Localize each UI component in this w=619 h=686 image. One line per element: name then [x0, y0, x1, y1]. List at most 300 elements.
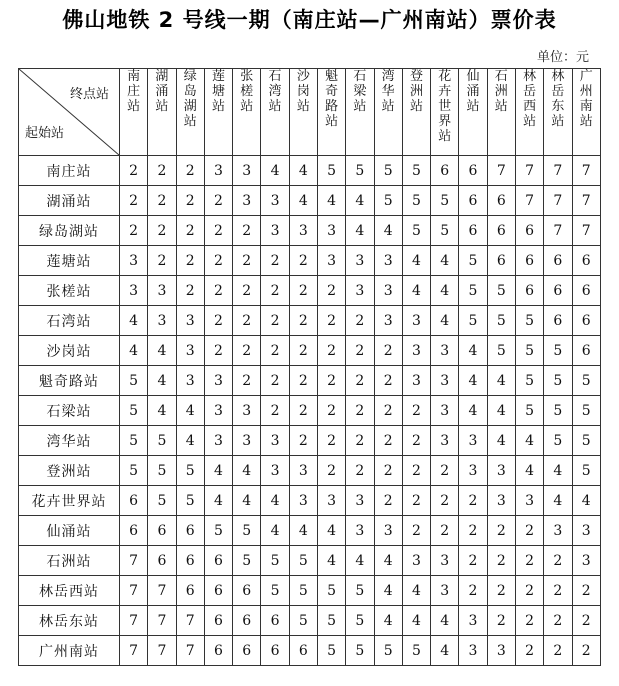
- fare-cell: 5: [176, 456, 204, 486]
- table-row: [19, 396, 601, 426]
- fare-cell: 3: [402, 366, 430, 396]
- fare-cell: 2: [233, 276, 261, 306]
- column-header-label: 石湾站: [268, 69, 282, 114]
- fare-cell: 2: [317, 306, 345, 336]
- fare-cell: 4: [148, 336, 176, 366]
- table-row: [19, 636, 601, 666]
- fare-cell: 5: [487, 336, 515, 366]
- fare-cell: 3: [204, 426, 232, 456]
- fare-cell: 6: [261, 606, 289, 636]
- origin-label: 起始站: [25, 126, 65, 141]
- fare-cell: 2: [204, 246, 232, 276]
- column-header-station: [120, 69, 148, 156]
- fare-cell: 2: [176, 276, 204, 306]
- fare-cell: 6: [572, 276, 601, 306]
- fare-cell: 5: [346, 636, 374, 666]
- fare-cell: 6: [572, 246, 601, 276]
- fare-cell: 2: [346, 396, 374, 426]
- fare-cell: 3: [487, 486, 515, 516]
- fare-cell: 5: [233, 546, 261, 576]
- fare-cell: 4: [572, 486, 601, 516]
- fare-cell: 5: [402, 186, 430, 216]
- fare-cell: 4: [515, 456, 543, 486]
- fare-cell: 3: [148, 276, 176, 306]
- fare-cell: 7: [515, 186, 543, 216]
- column-header-station: [544, 69, 572, 156]
- fare-cell: 5: [233, 516, 261, 546]
- fare-cell: 4: [317, 516, 345, 546]
- fare-cell: 2: [289, 366, 317, 396]
- fare-cell: 3: [374, 516, 402, 546]
- fare-cell: 4: [120, 336, 148, 366]
- fare-cell: 6: [233, 606, 261, 636]
- fare-cell: 5: [120, 396, 148, 426]
- fare-cell: 2: [402, 486, 430, 516]
- fare-cell: 2: [544, 546, 572, 576]
- fare-cell: 4: [431, 636, 459, 666]
- fare-cell: 4: [289, 186, 317, 216]
- fare-cell: 5: [204, 516, 232, 546]
- column-header-label: 湾华站: [381, 69, 395, 114]
- fare-cell: 5: [346, 576, 374, 606]
- fare-cell: 4: [402, 606, 430, 636]
- row-header-station: 张槎站: [19, 276, 120, 306]
- fare-cell: 2: [233, 246, 261, 276]
- fare-cell: 6: [176, 576, 204, 606]
- fare-cell: 2: [317, 366, 345, 396]
- fare-cell: 2: [374, 486, 402, 516]
- column-header-label: 石洲站: [494, 69, 508, 114]
- fare-cell: 7: [176, 636, 204, 666]
- column-header-station: [204, 69, 232, 156]
- fare-cell: 3: [148, 306, 176, 336]
- fare-cell: 3: [431, 576, 459, 606]
- fare-cell: 3: [204, 396, 232, 426]
- table-row: [19, 216, 601, 246]
- table-row: [19, 486, 601, 516]
- row-header-station: 广州南站: [19, 636, 120, 666]
- fare-cell: 2: [402, 456, 430, 486]
- fare-cell: 3: [374, 306, 402, 336]
- fare-cell: 4: [544, 456, 572, 486]
- fare-cell: 5: [515, 336, 543, 366]
- fare-cell: 6: [261, 636, 289, 666]
- table-row: [19, 306, 601, 336]
- fare-cell: 2: [572, 576, 601, 606]
- column-header-station: [261, 69, 289, 156]
- fare-cell: 5: [374, 186, 402, 216]
- fare-cell: 5: [148, 486, 176, 516]
- fare-cell: 2: [459, 576, 487, 606]
- fare-cell: 5: [572, 366, 601, 396]
- column-header-label: 魁奇路站: [325, 69, 339, 129]
- fare-cell: 5: [261, 576, 289, 606]
- fare-cell: 2: [346, 306, 374, 336]
- fare-cell: 5: [346, 606, 374, 636]
- fare-cell: 3: [572, 516, 601, 546]
- fare-cell: 2: [204, 276, 232, 306]
- fare-cell: 3: [317, 216, 345, 246]
- fare-cell: 3: [515, 486, 543, 516]
- fare-cell: 5: [317, 606, 345, 636]
- fare-cell: 2: [261, 366, 289, 396]
- column-header-label: 林岳西站: [523, 69, 537, 129]
- fare-cell: 4: [487, 366, 515, 396]
- column-header-label: 南庄站: [127, 69, 141, 114]
- fare-cell: 5: [317, 156, 345, 186]
- fare-cell: 4: [317, 546, 345, 576]
- column-header-station: [402, 69, 430, 156]
- fare-cell: 2: [431, 516, 459, 546]
- fare-cell: 5: [572, 456, 601, 486]
- column-header-station: [374, 69, 402, 156]
- destination-label: 终点站: [69, 87, 109, 102]
- fare-cell: 2: [515, 516, 543, 546]
- fare-cell: 5: [572, 426, 601, 456]
- fare-cell: 6: [459, 216, 487, 246]
- fare-cell: 7: [148, 606, 176, 636]
- fare-cell: 4: [374, 546, 402, 576]
- fare-cell: 2: [233, 216, 261, 246]
- column-header-label: 湖涌站: [155, 69, 169, 114]
- fare-cell: 3: [459, 636, 487, 666]
- row-header-station: 绿岛湖站: [19, 216, 120, 246]
- fare-cell: 6: [487, 216, 515, 246]
- fare-cell: 3: [572, 546, 601, 576]
- fare-cell: 3: [346, 276, 374, 306]
- fare-cell: 2: [233, 306, 261, 336]
- fare-cell: 2: [148, 246, 176, 276]
- row-header-station: 南庄站: [19, 156, 120, 186]
- fare-cell: 2: [374, 456, 402, 486]
- fare-cell: 4: [544, 486, 572, 516]
- fare-cell: 2: [176, 156, 204, 186]
- fare-cell: 4: [374, 576, 402, 606]
- table-row: [19, 156, 601, 186]
- column-header-station: [572, 69, 601, 156]
- fare-cell: 6: [148, 546, 176, 576]
- fare-cell: 5: [317, 636, 345, 666]
- fare-cell: 6: [459, 156, 487, 186]
- fare-cell: 6: [572, 306, 601, 336]
- fare-cell: 2: [289, 246, 317, 276]
- fare-cell: 2: [431, 486, 459, 516]
- fare-cell: 5: [374, 636, 402, 666]
- fare-cell: 7: [572, 186, 601, 216]
- fare-cell: 3: [233, 396, 261, 426]
- fare-cell: 7: [487, 156, 515, 186]
- fare-cell: 2: [289, 306, 317, 336]
- fare-cell: 6: [120, 516, 148, 546]
- fare-cell: 2: [289, 426, 317, 456]
- fare-cell: 6: [431, 156, 459, 186]
- row-header-station: 莲塘站: [19, 246, 120, 276]
- fare-cell: 5: [176, 486, 204, 516]
- fare-cell: 5: [289, 606, 317, 636]
- fare-cell: 7: [120, 636, 148, 666]
- fare-cell: 6: [487, 186, 515, 216]
- fare-cell: 2: [120, 216, 148, 246]
- fare-cell: 6: [233, 576, 261, 606]
- fare-cell: 2: [317, 276, 345, 306]
- row-header-station: 沙岗站: [19, 336, 120, 366]
- fare-cell: 2: [572, 606, 601, 636]
- fare-cell: 3: [120, 276, 148, 306]
- column-header-station: [346, 69, 374, 156]
- fare-cell: 3: [459, 606, 487, 636]
- fare-cell: 2: [176, 216, 204, 246]
- fare-cell: 3: [431, 396, 459, 426]
- fare-cell: 5: [120, 456, 148, 486]
- column-header-station: [233, 69, 261, 156]
- row-header-station: 湾华站: [19, 426, 120, 456]
- fare-cell: 3: [233, 426, 261, 456]
- fare-cell: 5: [402, 156, 430, 186]
- fare-cell: 5: [289, 546, 317, 576]
- row-header-station: 仙涌站: [19, 516, 120, 546]
- fare-cell: 2: [317, 396, 345, 426]
- fare-cell: 5: [459, 276, 487, 306]
- fare-cell: 4: [346, 216, 374, 246]
- table-row: [19, 426, 601, 456]
- fare-cell: 7: [120, 576, 148, 606]
- fare-cell: 5: [572, 396, 601, 426]
- table-row: [19, 516, 601, 546]
- fare-cell: 6: [515, 246, 543, 276]
- fare-cell: 6: [176, 516, 204, 546]
- fare-cell: 2: [487, 576, 515, 606]
- fare-cell: 2: [515, 636, 543, 666]
- fare-cell: 3: [346, 246, 374, 276]
- fare-cell: 5: [402, 216, 430, 246]
- fare-cell: 3: [176, 336, 204, 366]
- fare-cell: 3: [289, 216, 317, 246]
- fare-cell: 2: [120, 186, 148, 216]
- fare-cell: 5: [261, 546, 289, 576]
- row-header-station: 湖涌站: [19, 186, 120, 216]
- fare-cell: 3: [374, 276, 402, 306]
- fare-cell: 3: [431, 426, 459, 456]
- fare-cell: 5: [544, 336, 572, 366]
- fare-cell: 4: [374, 606, 402, 636]
- fare-cell: 7: [544, 186, 572, 216]
- column-header-station: [487, 69, 515, 156]
- fare-cell: 2: [289, 276, 317, 306]
- fare-cell: 5: [374, 156, 402, 186]
- fare-cell: 6: [515, 216, 543, 246]
- fare-cell: 5: [120, 366, 148, 396]
- fare-cell: 4: [402, 576, 430, 606]
- fare-cell: 2: [346, 426, 374, 456]
- fare-cell: 2: [459, 546, 487, 576]
- fare-cell: 2: [120, 156, 148, 186]
- fare-cell: 2: [544, 606, 572, 636]
- fare-cell: 6: [572, 336, 601, 366]
- fare-cell: 2: [515, 606, 543, 636]
- fare-cell: 4: [402, 276, 430, 306]
- fare-cell: 2: [261, 306, 289, 336]
- fare-cell: 4: [148, 366, 176, 396]
- fare-cell: 4: [431, 306, 459, 336]
- fare-cell: 5: [515, 396, 543, 426]
- fare-table: [18, 68, 601, 666]
- fare-cell: 2: [317, 456, 345, 486]
- fare-cell: 5: [544, 426, 572, 456]
- fare-cell: 2: [487, 606, 515, 636]
- fare-cell: 2: [261, 276, 289, 306]
- column-header-label: 沙岗站: [296, 69, 310, 114]
- fare-cell: 4: [204, 486, 232, 516]
- fare-cell: 6: [289, 636, 317, 666]
- fare-cell: 3: [431, 366, 459, 396]
- table-row: [19, 276, 601, 306]
- fare-cell: 2: [204, 336, 232, 366]
- fare-cell: 4: [487, 396, 515, 426]
- fare-cell: 3: [120, 246, 148, 276]
- fare-cell: 3: [346, 516, 374, 546]
- fare-cell: 7: [148, 576, 176, 606]
- fare-cell: 7: [120, 546, 148, 576]
- fare-cell: 4: [289, 156, 317, 186]
- table-row: [19, 336, 601, 366]
- fare-cell: 2: [374, 396, 402, 426]
- fare-cell: 4: [515, 426, 543, 456]
- table-row: [19, 186, 601, 216]
- column-header-station: [459, 69, 487, 156]
- fare-cell: 6: [544, 246, 572, 276]
- fare-cell: 2: [317, 426, 345, 456]
- column-header-label: 张槎站: [240, 69, 254, 114]
- column-header-station: [317, 69, 345, 156]
- fare-cell: 2: [233, 366, 261, 396]
- fare-cell: 6: [204, 576, 232, 606]
- fare-cell: 3: [289, 486, 317, 516]
- row-header-station: 石湾站: [19, 306, 120, 336]
- fare-cell: 2: [261, 246, 289, 276]
- fare-cell: 2: [176, 246, 204, 276]
- fare-cell: 4: [120, 306, 148, 336]
- fare-cell: 2: [346, 366, 374, 396]
- fare-cell: 4: [431, 246, 459, 276]
- fare-cell: 7: [572, 156, 601, 186]
- fare-cell: 7: [544, 216, 572, 246]
- fare-cell: 7: [515, 156, 543, 186]
- fare-cell: 3: [233, 186, 261, 216]
- fare-cell: 2: [346, 456, 374, 486]
- column-header-label: 广州南站: [579, 69, 593, 129]
- fare-cell: 3: [487, 456, 515, 486]
- fare-cell: 2: [176, 186, 204, 216]
- fare-cell: 5: [346, 156, 374, 186]
- fare-cell: 3: [317, 246, 345, 276]
- fare-cell: 3: [346, 486, 374, 516]
- column-header-station: [176, 69, 204, 156]
- page-title: 佛山地铁 2 号线一期（南庄站—广州南站）票价表: [62, 8, 557, 32]
- fare-cell: 3: [289, 456, 317, 486]
- fare-cell: 2: [487, 546, 515, 576]
- fare-cell: 6: [515, 276, 543, 306]
- fare-cell: 2: [289, 396, 317, 426]
- table-row: [19, 546, 601, 576]
- table-row: [19, 606, 601, 636]
- column-header-label: 林岳东站: [551, 69, 565, 129]
- fare-cell: 7: [148, 636, 176, 666]
- fare-cell: 3: [317, 486, 345, 516]
- fare-cell: 2: [261, 396, 289, 426]
- column-header-label: 石梁站: [353, 69, 367, 114]
- fare-cell: 6: [204, 546, 232, 576]
- fare-cell: 3: [402, 336, 430, 366]
- fare-cell: 3: [261, 186, 289, 216]
- column-header-station: [148, 69, 176, 156]
- fare-cell: 6: [176, 546, 204, 576]
- fare-cell: 4: [431, 606, 459, 636]
- fare-cell: 4: [289, 516, 317, 546]
- fare-cell: 2: [515, 546, 543, 576]
- fare-cell: 4: [233, 486, 261, 516]
- fare-cell: 4: [459, 396, 487, 426]
- fare-cell: 6: [544, 306, 572, 336]
- table-row: [19, 576, 601, 606]
- column-header-station: [431, 69, 459, 156]
- fare-cell: 2: [346, 336, 374, 366]
- fare-cell: 5: [431, 186, 459, 216]
- fare-cell: 4: [261, 516, 289, 546]
- fare-cell: 2: [402, 396, 430, 426]
- header-row: [19, 69, 601, 156]
- fare-cell: 2: [515, 576, 543, 606]
- fare-cell: 5: [402, 636, 430, 666]
- fare-cell: 3: [176, 306, 204, 336]
- fare-cell: 5: [515, 306, 543, 336]
- fare-cell: 3: [487, 636, 515, 666]
- fare-cell: 6: [120, 486, 148, 516]
- fare-body: [19, 156, 601, 666]
- fare-cell: 5: [317, 576, 345, 606]
- fare-cell: 3: [374, 246, 402, 276]
- fare-cell: 5: [459, 246, 487, 276]
- row-header-station: 魁奇路站: [19, 366, 120, 396]
- fare-cell: 7: [120, 606, 148, 636]
- fare-cell: 4: [459, 366, 487, 396]
- fare-cell: 3: [459, 426, 487, 456]
- fare-cell: 3: [204, 156, 232, 186]
- fare-cell: 3: [261, 456, 289, 486]
- fare-cell: 2: [544, 636, 572, 666]
- fare-cell: 3: [204, 366, 232, 396]
- fare-cell: 2: [374, 426, 402, 456]
- fare-cell: 7: [176, 606, 204, 636]
- unit-label: 单位：元: [536, 50, 589, 65]
- fare-cell: 6: [148, 516, 176, 546]
- fare-cell: 2: [572, 636, 601, 666]
- fare-cell: 5: [515, 366, 543, 396]
- fare-cell: 2: [289, 336, 317, 366]
- fare-cell: 4: [346, 186, 374, 216]
- fare-cell: 7: [572, 216, 601, 246]
- fare-cell: 3: [176, 366, 204, 396]
- fare-cell: 3: [402, 546, 430, 576]
- fare-cell: 4: [402, 246, 430, 276]
- column-header-label: 花卉世界站: [438, 69, 452, 144]
- fare-cell: 2: [374, 336, 402, 366]
- column-header-station: [515, 69, 543, 156]
- column-header-label: 仙涌站: [466, 69, 480, 114]
- fare-cell: 2: [148, 156, 176, 186]
- column-header-label: 登洲站: [409, 69, 423, 114]
- column-header-label: 莲塘站: [211, 69, 225, 114]
- fare-cell: 6: [544, 276, 572, 306]
